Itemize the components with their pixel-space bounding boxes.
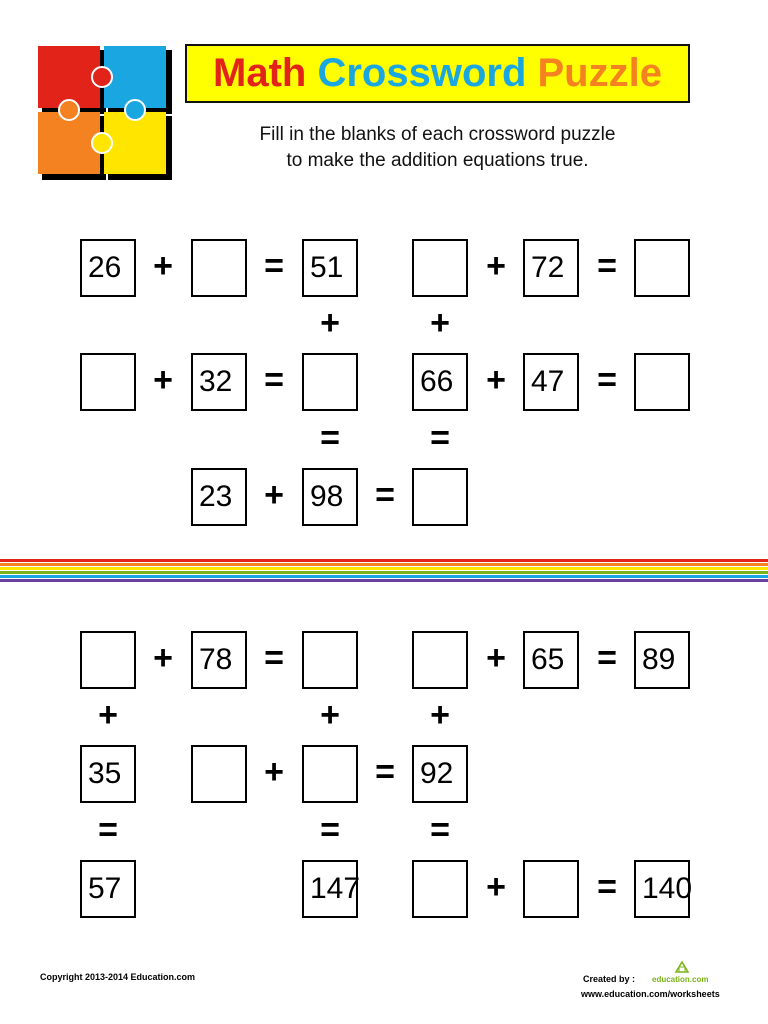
equals-sign: =: [375, 753, 395, 791]
divider-stripe: [0, 579, 768, 582]
plus-sign: +: [153, 247, 173, 285]
plus-sign: +: [486, 247, 506, 285]
number-cell: 98: [302, 468, 358, 526]
number-cell: 26: [80, 239, 136, 297]
title-word-puzzle: Puzzle: [537, 51, 662, 95]
equals-sign: =: [430, 419, 450, 457]
number-cell: 47: [523, 353, 579, 411]
number-cell: 65: [523, 631, 579, 689]
plus-sign: +: [486, 868, 506, 906]
number-cell: 78: [191, 631, 247, 689]
worksheets-url[interactable]: www.education.com/worksheets: [581, 989, 720, 999]
plus-sign: +: [486, 639, 506, 677]
equals-sign: =: [597, 868, 617, 906]
number-cell: 35: [80, 745, 136, 803]
blank-answer-cell[interactable]: [191, 745, 247, 803]
blank-answer-cell[interactable]: [523, 860, 579, 918]
education-logo-text: education.com: [652, 975, 709, 984]
equals-sign: =: [264, 247, 284, 285]
equals-sign: =: [375, 476, 395, 514]
copyright-text: Copyright 2013-2014 Education.com: [40, 972, 196, 982]
blank-answer-cell[interactable]: [191, 239, 247, 297]
number-cell: 57: [80, 860, 136, 918]
plus-sign: +: [486, 361, 506, 399]
plus-sign: +: [430, 696, 450, 734]
created-by-label: Created by :: [583, 974, 636, 984]
divider-stripe: [0, 559, 768, 562]
number-cell: 147: [302, 860, 358, 918]
equals-sign: =: [264, 361, 284, 399]
equals-sign: =: [597, 361, 617, 399]
blank-answer-cell[interactable]: [412, 468, 468, 526]
blank-answer-cell[interactable]: [302, 745, 358, 803]
blank-answer-cell[interactable]: [80, 631, 136, 689]
divider-stripe: [0, 567, 768, 570]
divider-stripe: [0, 563, 768, 566]
divider-stripe: [0, 575, 768, 578]
blank-answer-cell[interactable]: [80, 353, 136, 411]
equals-sign: =: [430, 811, 450, 849]
equals-sign: =: [264, 639, 284, 677]
number-cell: 89: [634, 631, 690, 689]
instructions-line-2: to make the addition equations true.: [286, 150, 589, 171]
plus-sign: +: [98, 696, 118, 734]
equals-sign: =: [597, 639, 617, 677]
number-cell: 92: [412, 745, 468, 803]
rainbow-divider: [0, 559, 768, 583]
number-cell: 72: [523, 239, 579, 297]
blank-answer-cell[interactable]: [412, 631, 468, 689]
plus-sign: +: [320, 696, 340, 734]
number-cell: 51: [302, 239, 358, 297]
number-cell: 32: [191, 353, 247, 411]
blank-answer-cell[interactable]: [302, 353, 358, 411]
number-cell: 66: [412, 353, 468, 411]
title-word-crossword: Crossword: [317, 51, 538, 95]
equals-sign: =: [320, 811, 340, 849]
divider-stripe: [0, 571, 768, 574]
plus-sign: +: [153, 639, 173, 677]
plus-sign: +: [264, 476, 284, 514]
number-cell: 140: [634, 860, 690, 918]
equals-sign: =: [597, 247, 617, 285]
equals-sign: =: [320, 419, 340, 457]
blank-answer-cell[interactable]: [634, 239, 690, 297]
blank-answer-cell[interactable]: [634, 353, 690, 411]
number-cell: 23: [191, 468, 247, 526]
instructions-line-1: Fill in the blanks of each crossword puzzle: [259, 124, 616, 145]
plus-sign: +: [153, 361, 173, 399]
plus-sign: +: [264, 753, 284, 791]
blank-answer-cell[interactable]: [412, 239, 468, 297]
blank-answer-cell[interactable]: [412, 860, 468, 918]
plus-sign: +: [430, 304, 450, 342]
title-word-math: Math: [213, 51, 318, 95]
blank-answer-cell[interactable]: [302, 631, 358, 689]
equals-sign: =: [98, 811, 118, 849]
plus-sign: +: [320, 304, 340, 342]
